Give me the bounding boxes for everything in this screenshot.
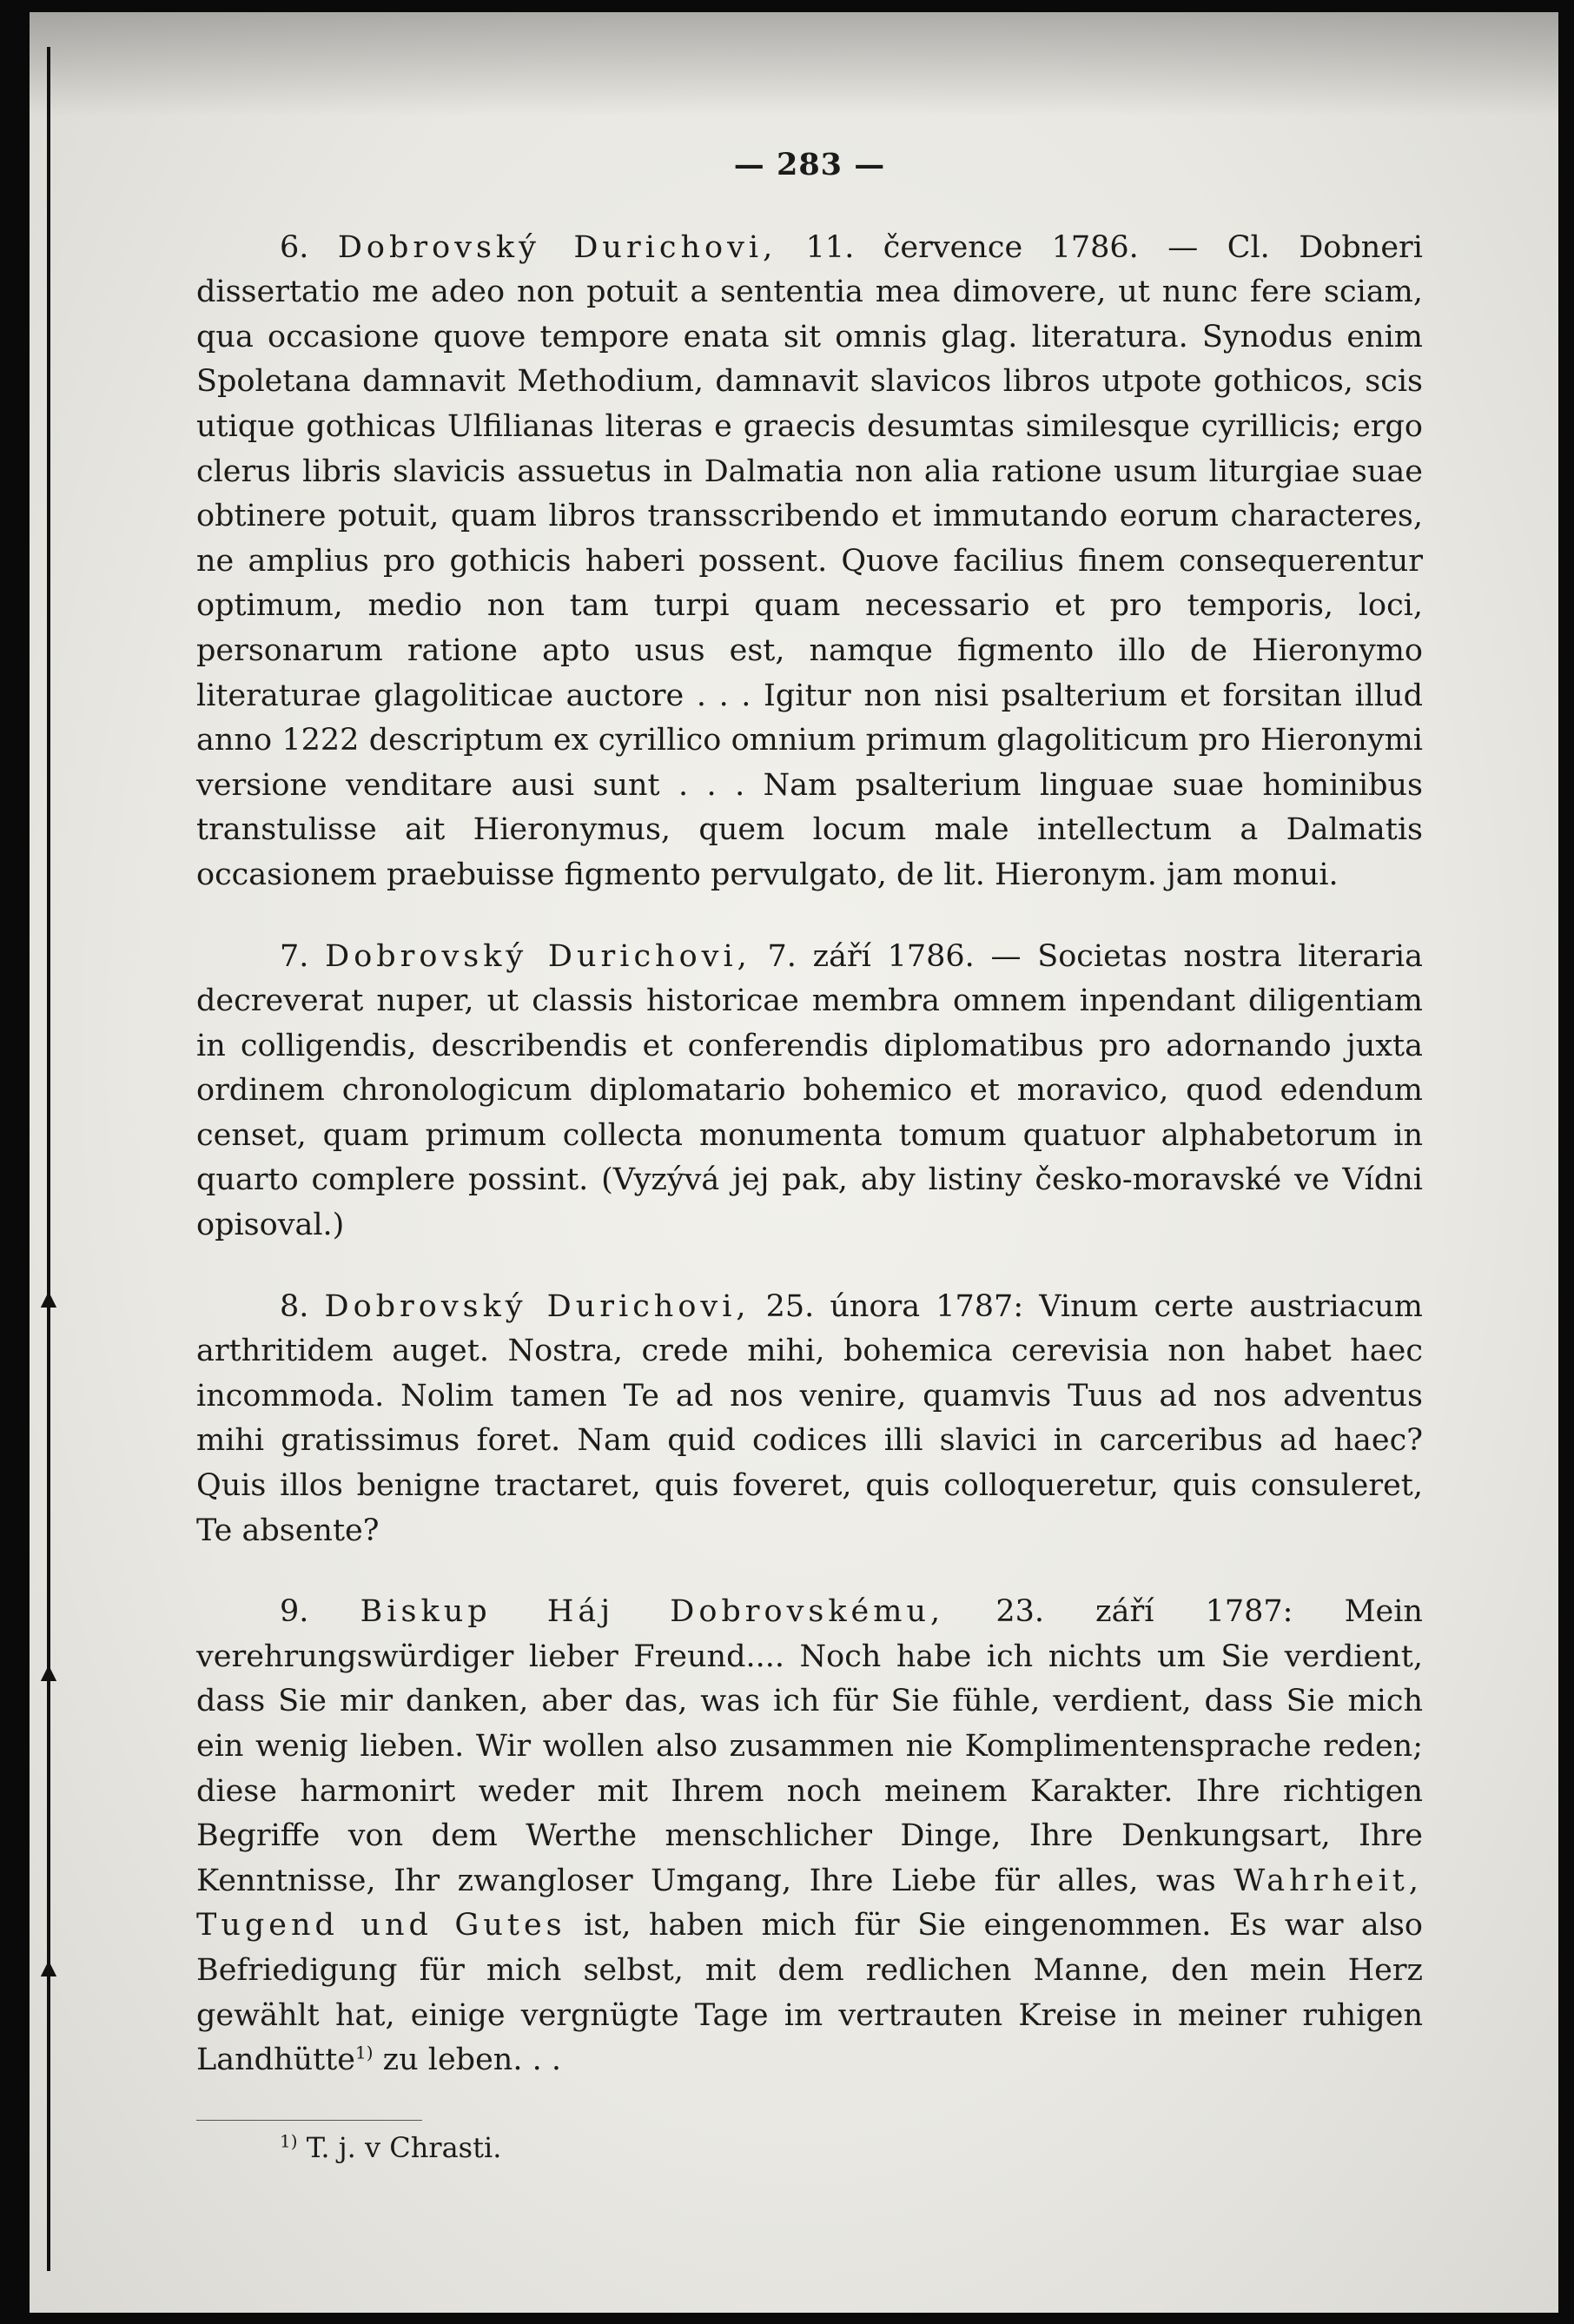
letter-text: Mein verehrungswürdiger lieber Freund.... Noch habe ich nichts um Sie verdient, dass Sie mir danken, aber das, was ich für Sie fühle, verdient, dass Sie mich ein wenig lieben. Wir wollen also zusammen nie Komplimentensprache reden; diese harmonirt weder mit Ihrem noch meinem Karakter. Ihre richtigen Begriffe von dem Werthe menschlicher Dinge, Ihre Denkungsart, Ihre Kenntnisse, Ihr zwangloser Umgang, Ihre Liebe für alles, was: [196, 1594, 1423, 1898]
letter-text-continued: ist, haben mich für Sie eingenommen. Es war also Befriedigung für mich selbst, mit dem redlichen Manne, den mein Herz gewählt hat, einige vergnügte Tage im vertrauten Kreise in meiner ruhigen Landhütte: [196, 1908, 1423, 2078]
margin-arrow-icon: ▲: [40, 1286, 57, 1310]
letter-text: Vinum certe austriacum arthritidem auget. Nostra, crede mihi, bohemica cerevisia non habet haec incommoda. Nolim tamen Te ad nos venire, quamvis Tuus ad nos adventus mihi gratissimus foret. Nam quid codices illi slavici in carceribus ad haec? Quis illos benigne tractaret, quis foveret, quis colloqueretur, quis consuleret, Te absente?: [196, 1288, 1423, 1548]
letter-date: 25. února 1787:: [765, 1288, 1024, 1324]
footnote-text: T. j. v Chrasti.: [306, 2130, 502, 2164]
page-number: — 283 —: [733, 147, 886, 182]
letter-text-end: zu leben. . .: [382, 2043, 561, 2078]
footnote-reference: 1): [354, 2042, 374, 2063]
letter-sender: Dobrovský Durichovi,: [324, 1288, 751, 1324]
letter-emphasis: Wahrheit, Tugend und Gutes: [196, 1863, 1423, 1943]
letter-text: Societas nostra literaria decreverat nuper, ut classis historicae membra omnem inpendant diligentiam in colligendis, describendis et conferendis diplomatibus pro adornando juxta ordinem chronologicum diplomatario bohemico et moravico, quod edendum censet, quam primum collecta monumenta tomum quatuor alphabetorum in quarto complere possint. (Vyzývá jej pak, aby listiny česko-moravské ve Vídni opisoval.): [196, 938, 1423, 1243]
letter-number: 8.: [280, 1288, 309, 1324]
footnote-marker: 1): [280, 2130, 298, 2152]
letter-6: [196, 226, 1423, 898]
letter-9: [196, 1590, 1423, 2083]
letter-sender: Dobrovský Durichovi,: [325, 938, 751, 974]
margin-rule: [47, 47, 50, 2271]
letter-number: 7.: [280, 938, 309, 974]
margin-arrow-icon: ▲: [40, 1955, 57, 1979]
footnote-divider: [196, 2120, 422, 2121]
letter-8: [196, 1285, 1423, 1554]
letter-number: 9.: [280, 1594, 309, 1630]
letter-number: 6.: [280, 229, 309, 265]
letter-sender: Biskup Háj Dobrovskému,: [360, 1594, 945, 1630]
letter-7: [196, 935, 1423, 1248]
letter-date: 11. července 1786. —: [805, 229, 1199, 265]
letter-sender: Dobrovský Durichovi,: [337, 229, 777, 265]
footnote: [196, 2128, 1423, 2168]
document-page: [30, 12, 1558, 2313]
page-content: [196, 142, 1423, 2168]
letter-date: 7. září 1786. —: [767, 938, 1022, 974]
letter-text: Cl. Dobneri dissertatio me adeo non potuit a sententia mea dimovere, ut nunc fere sciam, qua occasione quove tempore enata sit omnis glag. literatura. Synodus enim Spoletana damnavit Methodium, damnavit slavicos libros utpote gothicos, scis utique gothicas Ulfilianas literas e graecis desumtas similesque cyrillicis; ergo clerus libris slavicis assuetus in Dalmatia non alia ratione usum liturgiae suae obtinere potuit, quam libros transscribendo et immutando eorum characteres, ne amplius pro gothicis haberi possent. Quove facilius finem consequerentur optimum, medio non tam turpi quam necessario et pro temporis, loci, personarum ratione apto usus est, namque figmento illo de Hieronymo literaturae glagoliticae auctore . . . Igitur non nisi psalterium et forsitan illud anno 1222 descriptum ex cyrillico omnium primum glagoliticum pro Hieronymi versione venditare ausi sunt . . . Nam psalterium linguae suae hominibus transtulisse ait Hieronymus, quem locum male intellectum a Dalmatis occasionem praebuisse figmento pervulgato, de lit. Hieronym. jam monui.: [196, 229, 1423, 892]
letter-date: 23. září 1787:: [995, 1594, 1293, 1630]
margin-arrow-icon: ▲: [40, 1659, 57, 1684]
